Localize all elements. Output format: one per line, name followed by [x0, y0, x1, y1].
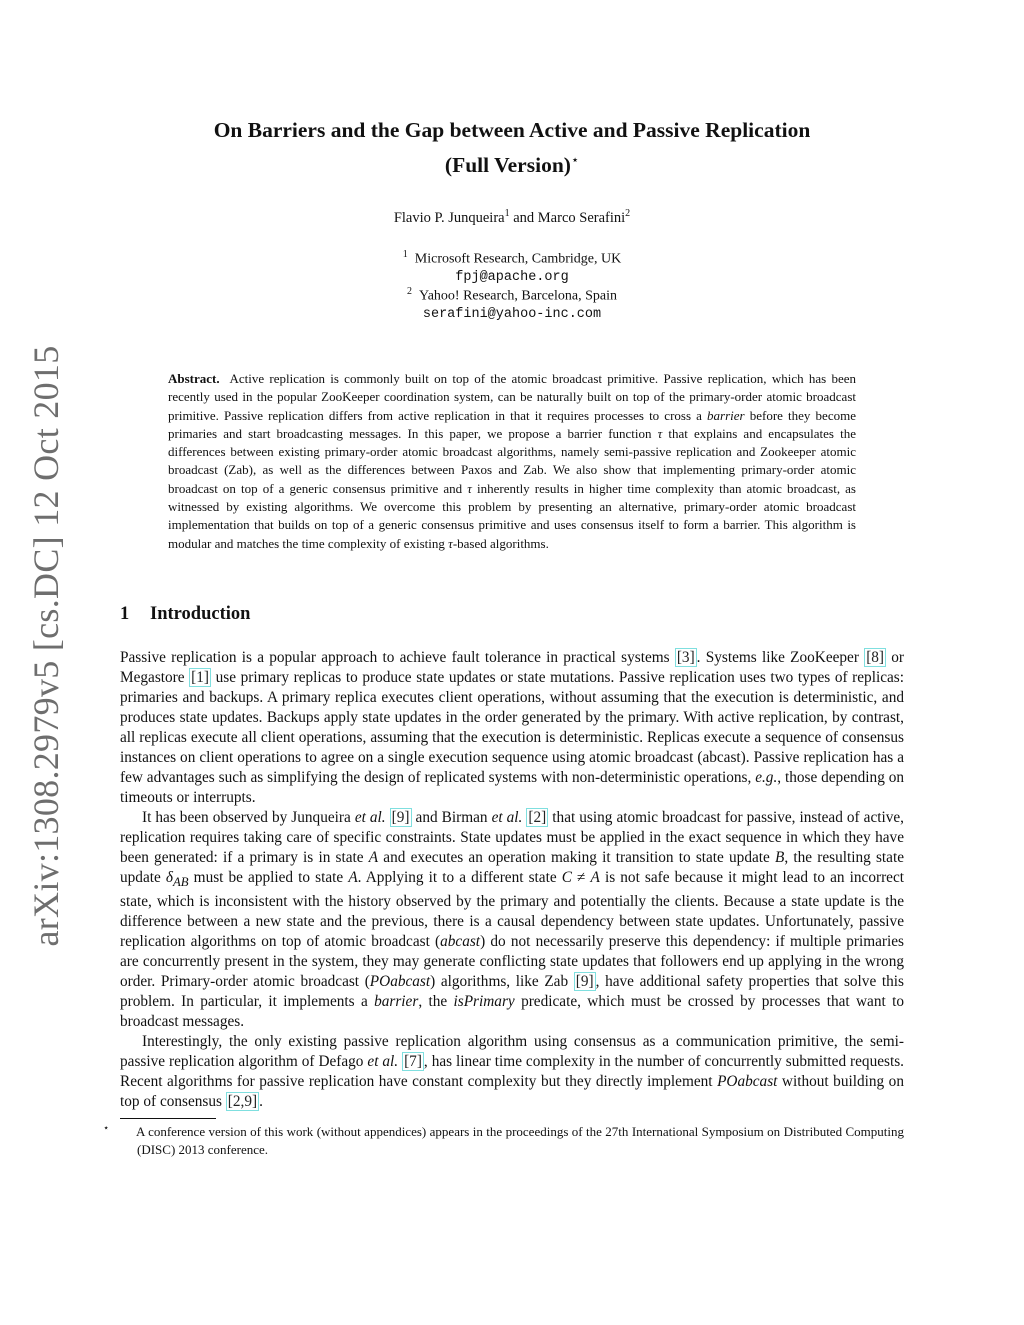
abstract-barrier-term: barrier: [707, 407, 745, 423]
p1-text-b: . Systems like ZooKeeper: [696, 649, 865, 666]
abstract-tau-2: τ: [467, 480, 472, 496]
introduction-body: [120, 648, 904, 1112]
math-delta-subscript: AB: [173, 875, 189, 890]
abstract-text-5: -based algorithms.: [452, 535, 549, 551]
title-footnote-star: ⋆: [570, 152, 580, 167]
affiliation-1-name: Microsoft Research, Cambridge, UK: [414, 251, 622, 267]
citation-link[interactable]: [7]: [404, 1053, 422, 1071]
author-1: Flavio P. Junqueira: [393, 209, 505, 226]
p3-text-d: .: [259, 1093, 263, 1111]
p1-text-d: use primary replicas to produce state updates or state mutations. Passive replication uses two types of replicas: primaries and backups. A primary replica executes client operations, without assuming that the execution is deterministic, and produces state updates. Backups apply state updates in the order generated by the primary. With active replication, by contrast, all replicas execute all client operations, assuming that the execution is deterministic. Replicas execute a sequence of consensus instances on client operations to agree on a single execution sequence using atomic broadcast (abcast). Passive replication has a few advantages such as simplifying the design of replicated systems with non-deterministic operations,: [120, 669, 904, 786]
p2-poabcast: POabcast: [369, 973, 431, 991]
paper-title: [0, 115, 1024, 180]
p2-text-d: and executes an operation making it transition to state update: [378, 849, 775, 866]
title-line-2-text: (Full Version): [444, 153, 571, 178]
math-B: B: [775, 849, 785, 866]
section-heading-introduction: [120, 604, 250, 625]
p1-text-c: or Megastore: [120, 649, 905, 686]
author-2: Marco Serafini: [537, 209, 626, 226]
citation-link[interactable]: [9]: [391, 809, 410, 826]
math-A-3: A: [590, 869, 600, 886]
p2-text-c: that using atomic broadcast for passive, instead of active, replication requires taking care of specific constraints. State updates must be applied in the exact sequence in which they have been generated: if a primary is in state: [120, 809, 904, 866]
abstract-text-1: Active replication is commonly built on top of the atomic broadcast primitive. Passive replication, which has been recently used in the popular ZooKeeper coordination system, can be naturally built on top of the primary-order atomic broadcast primitive. Passive replication differs from active replication in that it requires processes to cross a: [168, 371, 856, 423]
paragraph-3: [120, 1032, 904, 1112]
p2-text-g: . Applying it to a different state: [357, 869, 562, 886]
author-connector: and: [509, 209, 538, 226]
abstract-tau-3: τ: [448, 535, 453, 551]
affiliation-2-number: 2: [406, 286, 412, 297]
p2-barrier: barrier: [374, 993, 419, 1011]
title-line-2: [0, 145, 1024, 180]
p1-text-e: , those depending on timeouts or interrupts.: [120, 769, 905, 806]
citation-link[interactable]: [2,9]: [227, 1093, 258, 1111]
p2-text-i: ) do not necessarily preserve this dependency: if multiple primaries are concurrently present in the system, they may generate conflicting state updates that followers end up applying in the wrong order. Primary-order atomic broadcast (: [120, 933, 904, 991]
citation-link[interactable]: [8]: [866, 649, 885, 666]
p3-poabcast: POabcast: [717, 1073, 778, 1091]
abstract: [168, 370, 856, 553]
math-A-2: A: [348, 869, 358, 886]
section-number: 1: [120, 604, 130, 624]
p3-text-b: , has linear time complexity in the number of concurrently submitted requests. Recent algorithms for passive replication have constant complexity but they directly implement: [120, 1053, 905, 1091]
affiliation-1: [0, 246, 1024, 287]
p2-abcast: abcast: [440, 933, 481, 951]
p3-etal: et al.: [367, 1053, 399, 1071]
title-line-1: On Barriers and the Gap between Active and Passive Replication: [213, 118, 811, 142]
p1-eg: e.g.: [755, 769, 778, 786]
p1-text-a: Passive replication is a popular approach to achieve fault tolerance in practical systems: [120, 649, 675, 666]
p2-text-f: must be applied to state: [188, 869, 349, 886]
author-list: [0, 208, 1024, 227]
footnote-rule: [120, 1118, 216, 1119]
p2-text-j: ) algorithms, like Zab: [430, 973, 574, 991]
paragraph-2: [120, 808, 904, 1032]
citation-link[interactable]: [9]: [575, 973, 594, 991]
citation-link[interactable]: [3]: [676, 649, 695, 666]
p2-text-b: and Birman: [411, 809, 492, 826]
p2-text-h: is not safe because it might lead to an incorrect state, which is inconsistent with the history observed by the primary and potentially the clients. Because a state update is the difference between a new state and the previous, there is a causal dependency between state updates. Unfortunately, passive replication algorithms on top of atomic broadcast (: [120, 869, 905, 951]
math-A-1: A: [368, 849, 379, 866]
author-2-affil: 2: [625, 208, 631, 219]
p2-text-k: , have additional safety properties that solve this problem. In particular, it implements a: [120, 973, 904, 1011]
p2-text-e: , the resulting state update: [120, 849, 904, 886]
p2-text-l: , the: [418, 993, 454, 1011]
abstract-text-3: that explains and encapsulates the differences between existing primary-order atomic broadcast algorithms, namely semi-passive replication and Zookeeper atomic broadcast (Zab), as well as the differences between Paxos and Zab. We also show that implementing primary-order atomic broadcast on top of a generic consensus primitive and: [168, 425, 856, 496]
citation-link[interactable]: [2]: [528, 809, 547, 826]
abstract-text-4: inherently results in higher time complexity than atomic broadcast, as witnessed by existing algorithms. We overcome this problem by presenting an alternative, primary-order atomic broadcast implementation that builds on top of a generic consensus primitive and uses consensus itself to form a barrier. This algorithm is modular and matches the time complexity of existing: [168, 480, 856, 551]
p2-text-a: It has been observed by Junqueira: [142, 809, 355, 826]
affiliation-2-email: serafini@yahoo-inc.com: [422, 306, 602, 322]
abstract-text-2: before they become primaries and start broadcasting messages. In this paper, we propose a barrier function: [168, 407, 856, 441]
arxiv-identifier: arXiv:1308.2979v5 [cs.DC] 12 Oct 2015: [26, 345, 66, 947]
abstract-tau-1: τ: [657, 425, 663, 441]
paragraph-1: [120, 648, 904, 808]
affiliation-1-number: 1: [402, 249, 408, 260]
section-title: Introduction: [150, 604, 251, 624]
math-C: C: [561, 869, 572, 886]
p2-etal-1: et al.: [354, 809, 386, 826]
p2-isprimary: isPrimary: [453, 993, 515, 1011]
affiliation-2-name: Yahoo! Research, Barcelona, Spain: [418, 288, 618, 304]
p3-text-c: without building on top of consensus: [120, 1073, 904, 1111]
citation-link[interactable]: [1]: [191, 669, 210, 686]
p3-text-a: Interestingly, the only existing passive replication algorithm using consensus as a communication primitive, the semi-passive replication algorithm of Defago: [120, 1033, 904, 1071]
p2-etal-2: et al.: [491, 809, 523, 826]
author-1-affil: 1: [504, 208, 510, 219]
footnote: ⋆ A conference version of this work (without appendices) appears in the proceedings of the 27th International Symposium on Distributed Computing (DISC) 2013 conference.: [103, 1122, 904, 1157]
p2-text-m: predicate, which must be crossed by processes that want to broadcast messages.: [120, 993, 904, 1031]
affiliation-1-email: fpj@apache.org: [455, 269, 569, 285]
math-neq: ≠: [571, 869, 591, 886]
math-delta: δ: [165, 869, 173, 886]
footnote-text: A conference version of this work (without appendices) appears in the proceedings of the 27th International Symposium on Distributed Computing (DISC) 2013 conference.: [136, 1124, 904, 1157]
affiliation-2: [0, 283, 1024, 324]
abstract-label: Abstract.: [168, 371, 220, 386]
